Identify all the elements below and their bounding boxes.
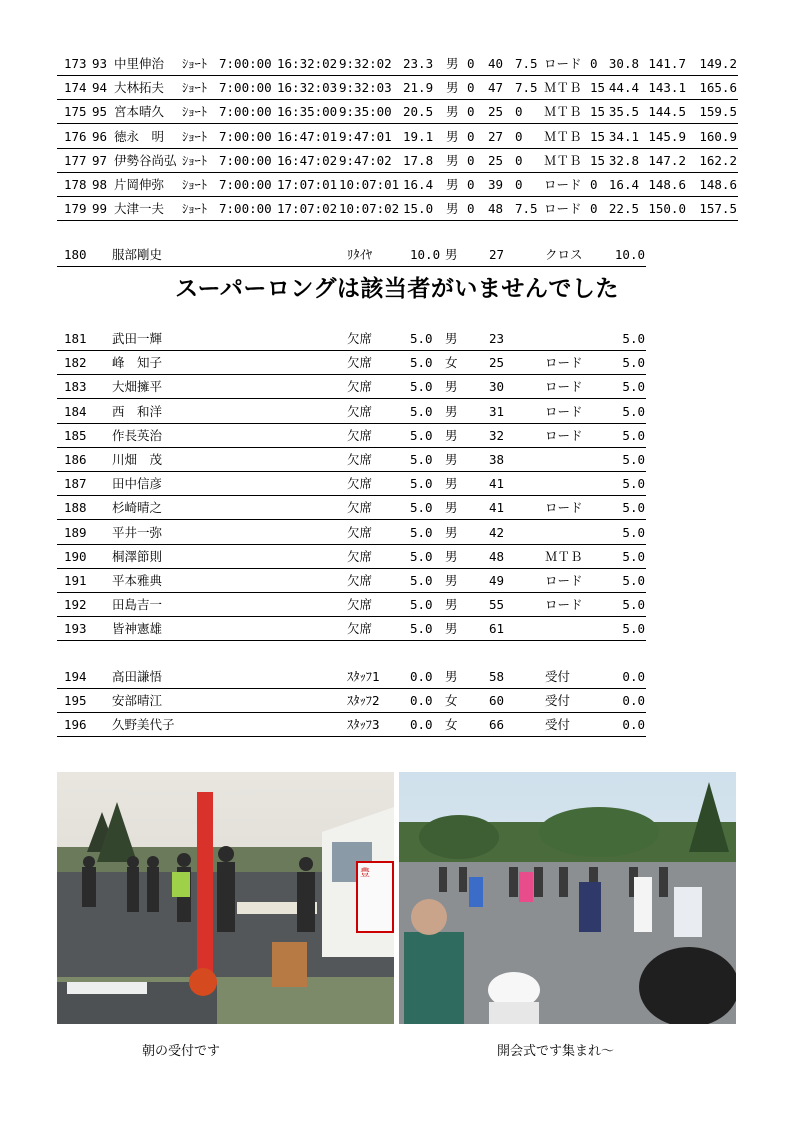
table-cell: 9:35:00 [339, 104, 392, 120]
table-row [57, 53, 738, 76]
table-cell: 桐澤節則 [112, 548, 163, 564]
table-row [57, 101, 738, 124]
table-cell: 34.1 [608, 128, 639, 144]
table-cell: 中里伸治 [114, 56, 165, 71]
table-cell: 38 [489, 452, 505, 467]
table-cell: 184 [64, 403, 87, 419]
table-cell: 178 [64, 177, 87, 192]
table-cell: 欠席 [347, 452, 373, 467]
table-cell: 25 [488, 104, 504, 120]
table-cell: 23 [489, 331, 505, 346]
table-cell: 23.3 [403, 56, 434, 71]
table-cell: ロード [545, 500, 583, 516]
table-cell: 27 [489, 247, 505, 262]
table-cell: ロード [545, 355, 583, 371]
table-cell: 185 [64, 427, 87, 443]
table-cell: 川畑 茂 [112, 452, 163, 467]
table-cell: 平本雅典 [112, 573, 163, 588]
table-cell: 5.0 [410, 355, 433, 371]
table-cell: 48 [489, 548, 505, 564]
table-cell: 66 [489, 717, 505, 733]
table-cell: 宮本晴久 [114, 104, 165, 120]
table-cell: 7.5 [515, 56, 538, 71]
table-cell: 受付 [545, 693, 571, 709]
table-row [57, 150, 738, 173]
table-cell: 5.0 [410, 403, 433, 419]
table-cell: 7:00:00 [219, 201, 272, 217]
table-cell: 男 [446, 56, 459, 71]
table-cell: 男 [445, 573, 458, 588]
table-cell: 32 [489, 427, 505, 443]
table-cell: 田中信彦 [112, 476, 163, 492]
table-cell: 皆神憲雄 [112, 621, 163, 637]
table-cell: 5.0 [622, 524, 645, 540]
table-cell: 187 [64, 476, 87, 492]
table-cell: 10.0 [410, 247, 441, 262]
table-cell: ｼｮｰﾄ [182, 80, 208, 96]
table-cell: 欠席 [347, 548, 373, 564]
table-cell: 190 [64, 548, 87, 564]
table-cell: 片岡伸弥 [114, 177, 165, 192]
table-cell: クロス [545, 247, 583, 262]
table-cell: 9:32:03 [339, 80, 392, 96]
table-cell: 15 [590, 104, 606, 120]
reception-caption: 朝の受付です [142, 1044, 221, 1059]
table-row [57, 497, 646, 520]
table-cell: 93 [92, 56, 108, 71]
table-cell: 欠席 [347, 355, 373, 371]
table-cell: 5.0 [410, 427, 433, 443]
table-cell: ロード [544, 177, 582, 192]
table-cell: 27 [488, 128, 504, 144]
table-cell: 162.2 [699, 152, 737, 168]
table-cell: ＭＴＢ [544, 80, 582, 96]
table-row [57, 425, 646, 448]
table-row [57, 77, 738, 100]
table-cell: 5.0 [622, 573, 645, 588]
table-cell: 188 [64, 500, 87, 516]
table-cell: ｼｮｰﾄ [182, 128, 208, 144]
table-cell: 5.0 [410, 573, 433, 588]
table-cell: 欠席 [347, 476, 373, 492]
table-cell: 176 [64, 128, 87, 144]
table-cell: 0.0 [410, 717, 433, 733]
table-cell: 欠席 [347, 573, 373, 588]
table-cell: 0 [590, 56, 598, 71]
table-row [57, 449, 646, 472]
table-cell: 15 [590, 128, 606, 144]
table-cell: 男 [446, 177, 459, 192]
table-cell: 160.9 [699, 128, 737, 144]
table-cell: 欠席 [347, 403, 373, 419]
table-cell: ロード [545, 403, 583, 419]
table-cell: 女 [445, 693, 458, 709]
table-cell: 191 [64, 573, 87, 588]
table-cell: 5.0 [622, 548, 645, 564]
table-cell: 5.0 [622, 500, 645, 516]
table-cell: 男 [445, 597, 458, 613]
table-cell: 0 [467, 177, 475, 192]
table-cell: 48 [488, 201, 504, 217]
table-cell: 42 [489, 524, 505, 540]
table-cell: 5.0 [410, 331, 433, 346]
table-cell: 10:07:01 [339, 177, 400, 192]
table-cell: 17:07:01 [277, 177, 338, 192]
notice-heading: スーパーロングは該当者がいませんでした [175, 276, 619, 302]
table-row [57, 198, 738, 221]
table-row [57, 174, 738, 197]
table-cell: 179 [64, 201, 87, 217]
table-cell: 148.6 [699, 177, 737, 192]
table-cell: 田島吉一 [112, 597, 163, 613]
table-cell: 大津一夫 [114, 201, 165, 217]
table-cell: 作長英治 [112, 427, 163, 443]
table-cell: 受付 [545, 669, 571, 684]
table-row [57, 376, 646, 399]
table-cell: 41 [489, 500, 505, 516]
table-cell: 男 [446, 201, 459, 217]
table-cell: 177 [64, 152, 87, 168]
table-cell: 武田一輝 [112, 331, 163, 346]
table-cell: 女 [445, 355, 458, 371]
table-cell: 7:00:00 [219, 177, 272, 192]
table-cell: 174 [64, 80, 87, 96]
table-cell: ｼｮｰﾄ [182, 56, 208, 71]
table-cell: 男 [446, 80, 459, 96]
table-cell: ＭＴＢ [544, 128, 582, 144]
table-cell: ｽﾀｯﾌ1 [347, 669, 380, 684]
table-cell: 189 [64, 524, 87, 540]
table-cell: 7:00:00 [219, 128, 272, 144]
table-cell: 15 [590, 80, 606, 96]
table-cell: 145.9 [648, 128, 686, 144]
ceremony-photo [399, 772, 736, 1024]
table-cell: 0 [515, 128, 523, 144]
table-cell: ｼｮｰﾄ [182, 177, 208, 192]
table-cell: 男 [445, 403, 458, 419]
table-row [57, 522, 646, 545]
table-cell: 久野美代子 [112, 717, 175, 733]
table-cell: 7:00:00 [219, 56, 272, 71]
table-cell: 44.4 [608, 80, 639, 96]
table-cell: 97 [92, 152, 108, 168]
table-cell: ｼｮｰﾄ [182, 201, 208, 217]
table-cell: 16:32:02 [277, 56, 338, 71]
table-cell: 144.5 [648, 104, 686, 120]
ceremony-caption: 開会式です集まれ～ [497, 1044, 615, 1059]
table-cell: ＭＴＢ [544, 152, 582, 168]
table-cell: ＭＴＢ [545, 548, 583, 564]
table-cell: ｽﾀｯﾌ3 [347, 717, 380, 733]
table-cell: ロード [544, 201, 582, 217]
table-cell: 受付 [545, 717, 571, 733]
table-cell: 15.0 [403, 201, 434, 217]
table-cell: 192 [64, 597, 87, 613]
table-cell: 男 [445, 500, 458, 516]
table-cell: 195 [64, 693, 87, 709]
table-cell: 5.0 [622, 597, 645, 613]
table-cell: 61 [489, 621, 505, 637]
table-cell: 7:00:00 [219, 80, 272, 96]
table-cell: 30.8 [608, 56, 639, 71]
table-cell: 峰 知子 [112, 355, 163, 371]
table-cell: 96 [92, 128, 108, 144]
table-cell: ＭＴＢ [544, 104, 582, 120]
table-cell: 男 [445, 669, 458, 684]
table-cell: 10:07:02 [339, 201, 400, 217]
table-row [57, 352, 646, 375]
table-cell: 男 [445, 427, 458, 443]
table-row [57, 666, 646, 689]
table-cell: 大畑擁平 [112, 379, 163, 395]
table-cell: 9:47:02 [339, 152, 392, 168]
table-cell: 男 [445, 476, 458, 492]
table-cell: 41 [489, 476, 505, 492]
table-row [57, 473, 646, 496]
table-cell: 94 [92, 80, 108, 96]
table-cell: 30 [489, 379, 505, 395]
table-cell: 欠席 [347, 500, 373, 516]
table-cell: 男 [445, 247, 458, 262]
table-cell: 0 [590, 201, 598, 217]
table-cell: 149.2 [699, 56, 737, 71]
table-cell: 193 [64, 621, 87, 637]
table-cell: 0 [515, 104, 523, 120]
table-cell: 173 [64, 56, 87, 71]
table-cell: 147.2 [648, 152, 686, 168]
table-row [57, 328, 646, 351]
table-cell: 58 [489, 669, 505, 684]
table-cell: 0 [467, 80, 475, 96]
table-cell: 17:07:02 [277, 201, 338, 217]
table-cell: 大林拓夫 [114, 80, 165, 96]
table-cell: ロード [545, 379, 583, 395]
table-cell: ロード [545, 597, 583, 613]
table-cell: ｼｮｰﾄ [182, 152, 208, 168]
table-cell: 5.0 [410, 500, 433, 516]
table-cell: 欠席 [347, 331, 373, 346]
table-cell: 180 [64, 247, 87, 262]
table-cell: 5.0 [622, 355, 645, 371]
table-cell: 5.0 [410, 548, 433, 564]
table-cell: 欠席 [347, 379, 373, 395]
table-cell: 5.0 [622, 452, 645, 467]
table-row [57, 126, 738, 149]
table-cell: 194 [64, 669, 87, 684]
table-cell: 25 [489, 355, 505, 371]
table-cell: 148.6 [648, 177, 686, 192]
table-cell: 10.0 [614, 247, 645, 262]
table-cell: 0 [467, 201, 475, 217]
table-cell: 男 [446, 104, 459, 120]
table-cell: ロード [544, 56, 582, 71]
table-cell: 服部剛史 [112, 247, 163, 262]
table-cell: 19.1 [403, 128, 434, 144]
table-cell: ロード [545, 427, 583, 443]
table-cell: 175 [64, 104, 87, 120]
table-cell: 0 [467, 104, 475, 120]
table-cell: 182 [64, 355, 87, 371]
table-cell: 21.9 [403, 80, 434, 96]
table-cell: 男 [446, 152, 459, 168]
table-cell: 16:35:00 [277, 104, 338, 120]
table-cell: 5.0 [622, 379, 645, 395]
table-cell: 0 [467, 56, 475, 71]
table-cell: 5.0 [410, 621, 433, 637]
table-cell: 男 [445, 621, 458, 637]
table-cell: 22.5 [608, 201, 639, 217]
table-cell: 伊勢谷尚弘 [114, 152, 177, 168]
table-cell: 欠席 [347, 524, 373, 540]
table-cell: 16.4 [403, 177, 434, 192]
table-cell: 男 [445, 524, 458, 540]
table-row [57, 690, 646, 713]
table-cell: 15 [590, 152, 606, 168]
table-cell: 7:00:00 [219, 104, 272, 120]
table-cell: 徳永 明 [114, 128, 165, 144]
table-cell: 平井一弥 [112, 524, 163, 540]
table-cell: 196 [64, 717, 87, 733]
table-cell: 男 [445, 452, 458, 467]
table-cell: 16:47:02 [277, 152, 338, 168]
table-cell: 157.5 [699, 201, 737, 217]
table-cell: 31 [489, 403, 505, 419]
table-cell: 183 [64, 379, 87, 395]
table-cell: 7.5 [515, 80, 538, 96]
table-cell: 16.4 [608, 177, 639, 192]
table-cell: 0 [467, 152, 475, 168]
table-cell: 39 [488, 177, 504, 192]
table-cell: 40 [488, 56, 504, 71]
table-cell: 男 [445, 548, 458, 564]
table-cell: 55 [489, 597, 505, 613]
table-cell: 0 [515, 177, 523, 192]
table-row [57, 401, 646, 424]
table-cell: 95 [92, 104, 108, 120]
table-cell: 9:47:01 [339, 128, 392, 144]
table-cell: 165.6 [699, 80, 737, 96]
table-cell: 欠席 [347, 621, 373, 637]
table-cell: 9:32:02 [339, 56, 392, 71]
reception-photo [57, 772, 394, 1024]
table-cell: 47 [488, 80, 504, 96]
table-cell: 杉崎晴之 [112, 500, 163, 516]
table-cell: ﾘﾀｲﾔ [347, 247, 373, 262]
table-cell: 5.0 [622, 403, 645, 419]
table-cell: 0 [467, 128, 475, 144]
table-cell: ｽﾀｯﾌ2 [347, 693, 380, 709]
table-cell: 5.0 [410, 476, 433, 492]
table-row [57, 570, 646, 593]
table-cell: 女 [445, 717, 458, 733]
table-cell: 25 [488, 152, 504, 168]
table-cell: 0.0 [622, 693, 645, 709]
table-cell: 159.5 [699, 104, 737, 120]
table-cell: 7:00:00 [219, 152, 272, 168]
table-cell: 5.0 [622, 476, 645, 492]
table-cell: 7.5 [515, 201, 538, 217]
sign-title: 豊 [360, 868, 370, 879]
table-row [57, 594, 646, 617]
table-cell: 17.8 [403, 152, 434, 168]
table-cell: 男 [446, 128, 459, 144]
table-cell: 49 [489, 573, 505, 588]
table-cell: 99 [92, 201, 108, 217]
table-cell: 西 和洋 [112, 403, 163, 419]
table-cell: 男 [445, 379, 458, 395]
table-cell: 5.0 [410, 524, 433, 540]
table-cell: 欠席 [347, 427, 373, 443]
table-cell: ロード [545, 573, 583, 588]
table-cell: 141.7 [648, 56, 686, 71]
table-cell: 0 [515, 152, 523, 168]
table-cell: 150.0 [648, 201, 686, 217]
table-cell: 186 [64, 452, 87, 467]
table-cell: 35.5 [608, 104, 639, 120]
table-cell: 欠席 [347, 597, 373, 613]
table-cell: 高田謙悟 [112, 669, 163, 684]
table-cell: 181 [64, 331, 87, 346]
table-row [57, 244, 646, 267]
table-cell: 男 [445, 331, 458, 346]
table-cell: 16:32:03 [277, 80, 338, 96]
table-cell: 5.0 [410, 379, 433, 395]
table-cell: 5.0 [622, 621, 645, 637]
table-cell: 0.0 [622, 669, 645, 684]
table-cell: 143.1 [648, 80, 686, 96]
table-cell: 0 [590, 177, 598, 192]
table-cell: 20.5 [403, 104, 434, 120]
table-cell: 98 [92, 177, 108, 192]
table-cell: 5.0 [410, 452, 433, 467]
table-cell: 0.0 [622, 717, 645, 733]
table-cell: 安部晴江 [112, 693, 163, 709]
table-cell: 32.8 [608, 152, 639, 168]
table-cell: 0.0 [410, 669, 433, 684]
table-cell: ｼｮｰﾄ [182, 104, 208, 120]
table-cell: 5.0 [622, 427, 645, 443]
table-cell: 60 [489, 693, 505, 709]
table-cell: 16:47:01 [277, 128, 338, 144]
table-row [57, 714, 646, 737]
table-row [57, 618, 646, 641]
table-cell: 0.0 [410, 693, 433, 709]
table-cell: 5.0 [410, 597, 433, 613]
table-cell: 5.0 [622, 331, 645, 346]
table-row [57, 546, 646, 569]
